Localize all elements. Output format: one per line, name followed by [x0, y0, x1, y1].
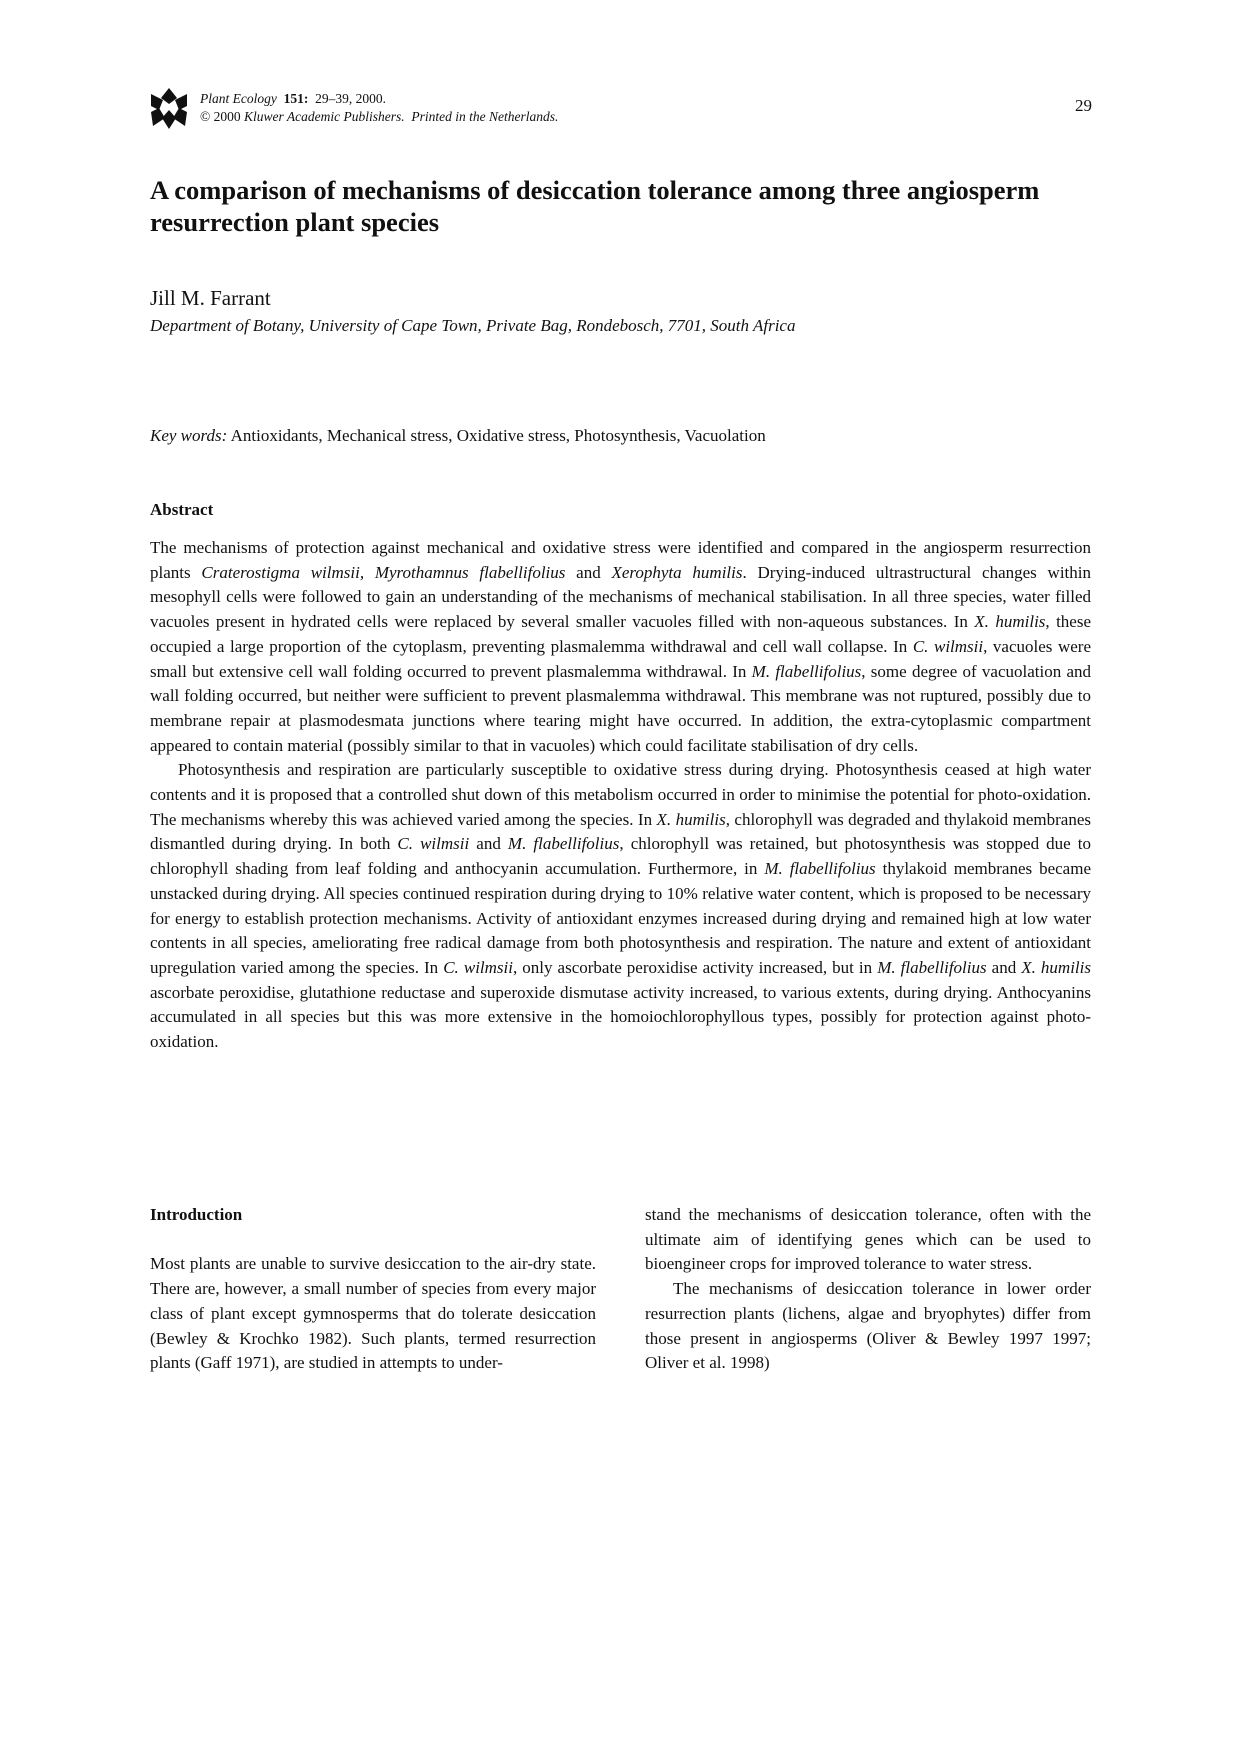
article-title: A comparison of mechanisms of desiccation tolerance among three angiosperm resurrection plant species [150, 175, 1040, 237]
journal-citation [200, 90, 558, 126]
keywords [150, 426, 766, 446]
keywords-label: Key words: [150, 426, 228, 445]
abstract-paragraph-2: Photosynthesis and respiration are particularly susceptible to oxidative stress during drying. Photosynthesis ceased at high water contents and it is proposed that a controlled shut down of this metabolism occurred in order to minimise the potential for photo-oxidation. The mechanisms whereby this was achieved varied among the species. In X. humilis, chlorophyll was degraded and thylakoid membranes dismantled during drying. In both C. wilmsii and M. flabellifolius, chlorophyll was retained, but photosynthesis was stopped due to chlorophyll shading from leaf folding and anthocyanin accumulation. Furthermore, in M. flabellifolius thylakoid membranes became unstacked during drying. All species continued respiration during drying to 10% relative water content, which is proposed to be necessary for energy to establish protection mechanisms. Activity of antioxidant enzymes increased during drying and remained high at low water contents in all species, ameliorating free radical damage from both photosynthesis and respiration. The nature and extent of antioxidant upregulation varied among the species. In C. wilmsii, only ascorbate peroxidise activity increased, but in M. flabellifolius and X. humilis ascorbate peroxidise, glutathione reductase and superoxide dismutase activity increased, to various extents, during drying. Anthocyanins accumulated in all species but this was more extensive in the homoiochlorophyllous types, possibly for protection against photo-oxidation. [150, 760, 1092, 1052]
journal-line-2 [200, 108, 558, 126]
author-affiliation: Department of Botany, University of Cape Town, Private Bag, Rondebosch, 7701, South Africa [150, 316, 796, 335]
copyright-symbol: © [200, 109, 211, 124]
author-name: Jill M. Farrant [150, 286, 271, 310]
journal-line-1 [200, 90, 558, 108]
page-number: 29 [1075, 96, 1092, 115]
publisher: Kluwer Academic Publishers. [244, 109, 405, 124]
journal-volume: 151: [283, 91, 309, 106]
right-column [645, 1203, 1091, 1376]
journal-pages-year: 29–39, 2000. [315, 91, 386, 106]
intro-paragraph-1: Most plants are unable to survive desiccation to the air-dry state. There are, however, a small number of species from every major class of plant except gymnosperms that do tolerate desiccation (Bewley & Krochko 1982). Such plants, termed resurrection plants (Gaff 1971), are studied in attempts to under- [150, 1254, 596, 1373]
keywords-list: Antioxidants, Mechanical stress, Oxidative stress, Photosynthesis, Vacuolation [230, 426, 766, 445]
abstract-heading: Abstract [150, 500, 214, 519]
introduction-heading: Introduction [150, 1205, 243, 1224]
intro-paragraph-1-continued: stand the mechanisms of desiccation tolerance, often with the ultimate aim of identifying genes which can be used to bioengineer crops for improved tolerance to water stress. [645, 1205, 1091, 1274]
kluwer-logo-icon [149, 86, 189, 130]
printed-in: Printed in the Netherlands. [411, 109, 559, 124]
abstract-body [150, 536, 1091, 1055]
intro-paragraph-2: The mechanisms of desiccation tolerance in lower order resurrection plants (lichens, algae and bryophytes) differ from those present in angiosperms (Oliver & Bewley 1997 1997; Oliver et al. 1998) [645, 1279, 1091, 1373]
left-column [150, 1203, 596, 1376]
abstract-paragraph-1: The mechanisms of protection against mechanical and oxidative stress were identified and compared in the angiosperm resurrection plants Craterostigma wilmsii, Myrothamnus flabellifolius and Xerophyta humilis. Drying-induced ultrastructural changes within mesophyll cells were followed to gain an understanding of the mechanisms of mechanical stabilisation. In all three species, water filled vacuoles present in hydrated cells were replaced by several smaller vacuoles filled with non-aqueous substances. In X. humilis, these occupied a large proportion of the cytoplasm, preventing plasmalemma withdrawal and cell wall collapse. In C. wilmsii, vacuoles were small but extensive cell wall folding occurred to prevent plasmalemma withdrawal. In M. flabellifolius, some degree of vacuolation and wall folding occurred, but neither were sufficient to prevent plasmalemma withdrawal. This membrane was not ruptured, possibly due to membrane repair at plasmodesmata junctions where tearing might have occurred. In addition, the extra-cytoplasmic compartment appeared to contain material (possibly similar to that in vacuoles) which could facilitate stabilisation of dry cells. [150, 538, 1092, 755]
journal-name: Plant Ecology [200, 91, 277, 106]
copyright-year: 2000 [213, 109, 241, 124]
